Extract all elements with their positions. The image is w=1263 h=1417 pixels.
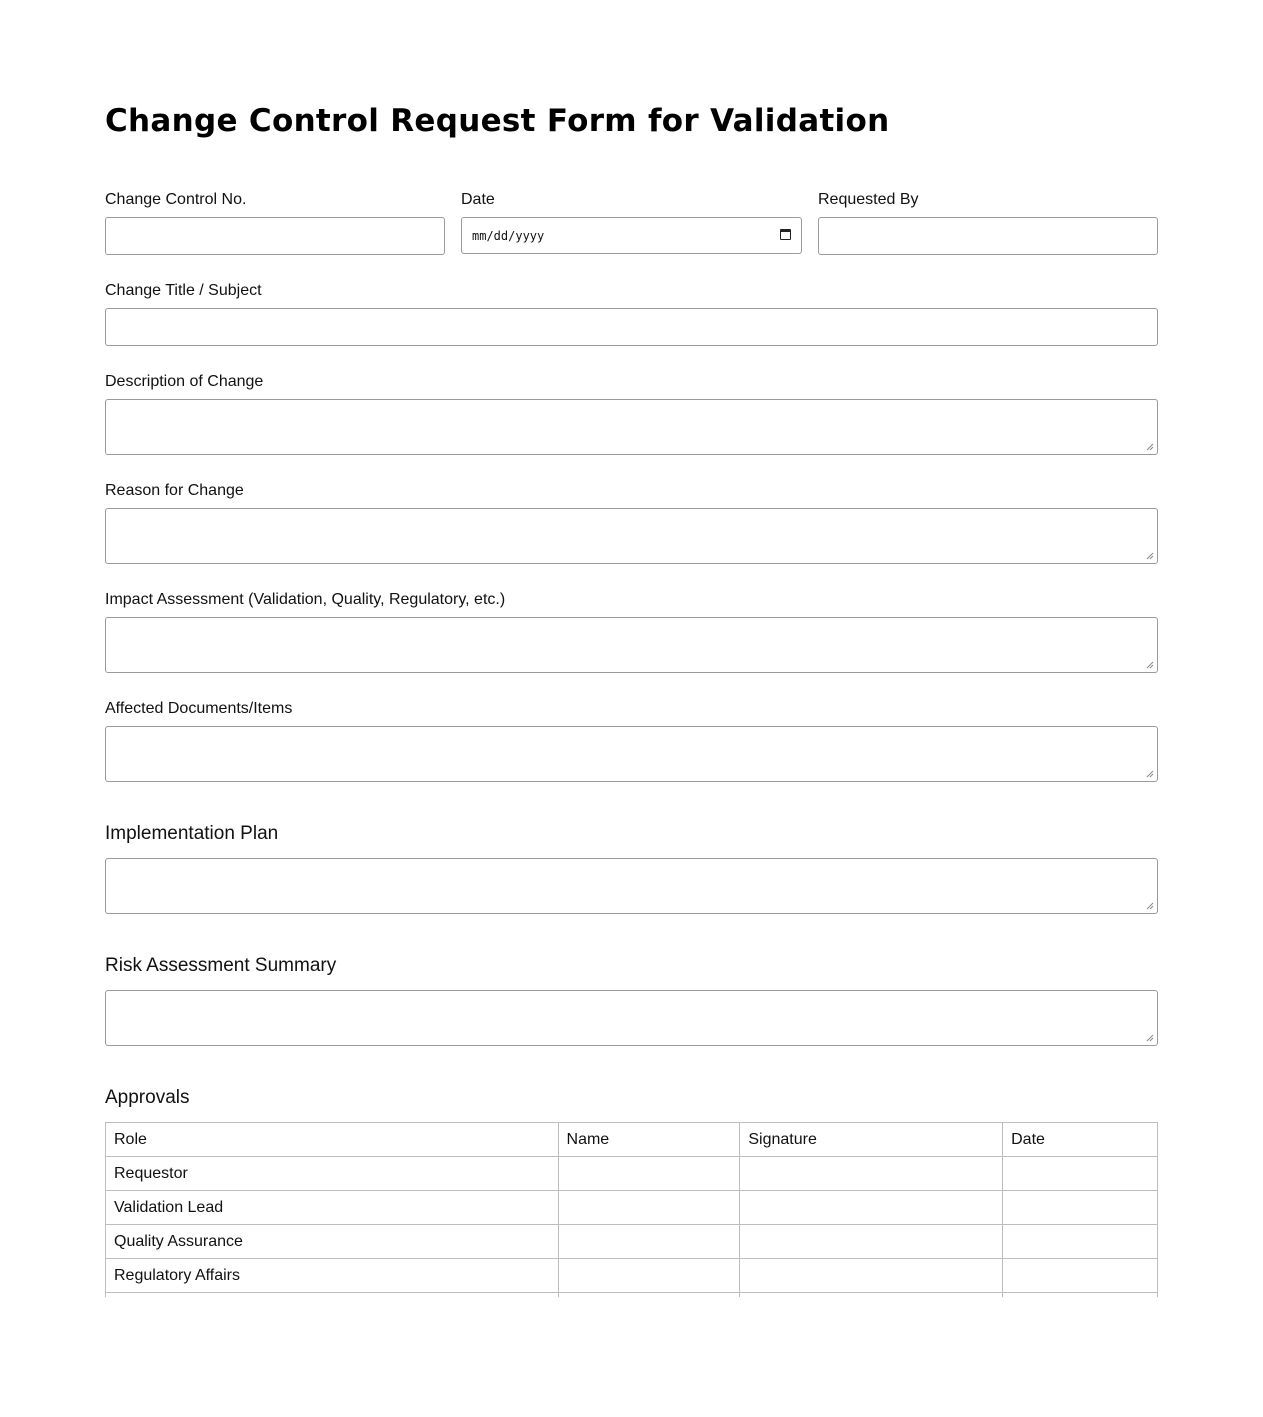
date-label: Date <box>461 191 495 208</box>
table-row <box>106 1225 1158 1259</box>
viewport-bottom-mask <box>0 1297 1263 1417</box>
resize-grip-icon[interactable] <box>1146 443 1154 451</box>
affected-docs-textarea[interactable] <box>105 726 1158 782</box>
date-cell[interactable] <box>1003 1191 1158 1225</box>
resize-grip-icon[interactable] <box>1146 661 1154 669</box>
table-row <box>106 1191 1158 1225</box>
signature-cell[interactable] <box>740 1157 1003 1191</box>
date-cell[interactable] <box>1003 1157 1158 1191</box>
column-header-name: Name <box>558 1123 740 1157</box>
change-title-label: Change Title / Subject <box>105 282 262 299</box>
signature-cell[interactable] <box>740 1259 1003 1293</box>
risk-summary-textarea[interactable] <box>105 990 1158 1046</box>
description-textarea[interactable] <box>105 399 1158 455</box>
requested-by-label: Requested By <box>818 191 919 208</box>
role-cell: Requestor <box>106 1157 559 1191</box>
implementation-plan-heading: Implementation Plan <box>105 823 279 844</box>
risk-summary-heading: Risk Assessment Summary <box>105 955 337 976</box>
requested-by-input[interactable] <box>818 217 1158 255</box>
date-input[interactable] <box>461 217 802 254</box>
signature-cell[interactable] <box>740 1191 1003 1225</box>
column-header-signature: Signature <box>740 1123 1003 1157</box>
name-cell[interactable] <box>558 1259 740 1293</box>
calendar-icon[interactable] <box>780 229 791 240</box>
date-cell[interactable] <box>1003 1259 1158 1293</box>
reason-label: Reason for Change <box>105 482 244 499</box>
change-title-input[interactable] <box>105 308 1158 346</box>
signature-cell[interactable] <box>740 1225 1003 1259</box>
resize-grip-icon[interactable] <box>1146 552 1154 560</box>
resize-grip-icon[interactable] <box>1146 770 1154 778</box>
name-cell[interactable] <box>558 1225 740 1259</box>
column-header-role: Role <box>106 1123 559 1157</box>
role-cell: Quality Assurance <box>106 1225 559 1259</box>
resize-grip-icon[interactable] <box>1146 902 1154 910</box>
implementation-plan-textarea[interactable] <box>105 858 1158 914</box>
date-cell[interactable] <box>1003 1225 1158 1259</box>
table-row <box>106 1157 1158 1191</box>
role-cell: Regulatory Affairs <box>106 1259 559 1293</box>
description-label: Description of Change <box>105 373 264 390</box>
name-cell[interactable] <box>558 1157 740 1191</box>
impact-textarea[interactable] <box>105 617 1158 673</box>
approvals-heading: Approvals <box>105 1087 190 1108</box>
reason-textarea[interactable] <box>105 508 1158 564</box>
role-cell: Validation Lead <box>106 1191 559 1225</box>
name-cell[interactable] <box>558 1191 740 1225</box>
resize-grip-icon[interactable] <box>1146 1034 1154 1042</box>
change-control-no-label: Change Control No. <box>105 191 247 208</box>
table-row <box>106 1259 1158 1293</box>
date-placeholder: mm/dd/yyyy <box>472 229 545 243</box>
table-header-row <box>106 1123 1158 1157</box>
change-control-no-input[interactable] <box>105 217 445 255</box>
affected-docs-label: Affected Documents/Items <box>105 700 293 717</box>
column-header-date: Date <box>1003 1123 1158 1157</box>
page-title: Change Control Request Form for Validation <box>105 103 890 139</box>
impact-label: Impact Assessment (Validation, Quality, Regulatory, etc.) <box>105 591 506 608</box>
